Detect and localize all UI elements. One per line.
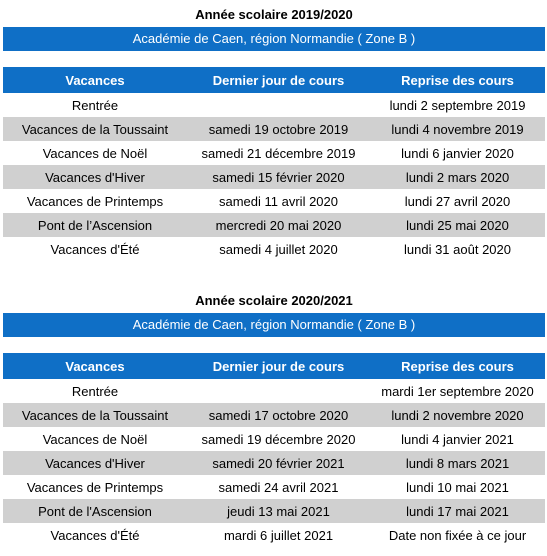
last-school-day: samedi 21 décembre 2019 [201, 145, 356, 161]
table-row [3, 475, 545, 499]
holiday-name: Vacances d'Hiver [3, 165, 187, 189]
table-header-row [3, 67, 545, 93]
school-year-section-1 [3, 3, 545, 261]
table-row [3, 499, 545, 523]
table-row [3, 141, 545, 165]
holiday-name: Vacances d'Été [50, 527, 140, 543]
last-school-day: samedi 19 décembre 2020 [201, 431, 356, 447]
return-date: lundi 2 mars 2020 [370, 165, 545, 189]
holiday-name: Vacances de Noël [42, 145, 148, 161]
return-date: Date non fixée à ce jour [388, 527, 527, 543]
return-date: lundi 8 mars 2021 [370, 451, 545, 475]
return-date: lundi 4 janvier 2021 [401, 431, 514, 447]
column-header-reprise: Reprise des cours [370, 353, 545, 379]
table-row [3, 165, 545, 189]
last-school-day: jeudi 13 mai 2021 [187, 499, 370, 523]
last-school-day: mercredi 20 mai 2020 [187, 213, 370, 237]
holiday-name: Vacances de Noël [42, 431, 148, 447]
return-date: lundi 31 août 2020 [404, 241, 511, 257]
return-date: lundi 10 mai 2021 [406, 479, 509, 495]
table-row [3, 117, 545, 141]
holiday-name: Pont de l’Ascension [3, 213, 187, 237]
return-date: lundi 4 novembre 2019 [370, 117, 545, 141]
holiday-name: Pont de l'Ascension [3, 499, 187, 523]
last-school-day: samedi 19 octobre 2019 [187, 117, 370, 141]
table-row [3, 213, 545, 237]
table-header-row [3, 353, 545, 379]
school-year-section-2 [3, 289, 545, 547]
column-header-dernier-jour: Dernier jour de cours [187, 353, 370, 379]
holiday-name: Vacances de la Toussaint [3, 117, 187, 141]
return-date: lundi 17 mai 2021 [370, 499, 545, 523]
return-date: lundi 2 septembre 2019 [389, 97, 526, 113]
table-row [3, 523, 545, 547]
return-date: lundi 2 novembre 2020 [370, 403, 545, 427]
last-school-day: mardi 6 juillet 2021 [223, 527, 334, 543]
last-school-day: samedi 11 avril 2020 [219, 193, 338, 209]
last-school-day [187, 93, 370, 117]
table-row [3, 403, 545, 427]
holiday-name: Vacances d'Hiver [3, 451, 187, 475]
column-header-vacances: Vacances [3, 67, 187, 93]
column-header-reprise: Reprise des cours [370, 67, 545, 93]
table-row [3, 237, 545, 261]
holiday-table [3, 67, 545, 261]
last-school-day: samedi 24 avril 2021 [218, 479, 339, 495]
column-header-dernier-jour: Dernier jour de cours [187, 67, 370, 93]
return-date: lundi 6 janvier 2020 [401, 145, 514, 161]
table-row [3, 93, 545, 117]
last-school-day: samedi 15 février 2020 [187, 165, 370, 189]
table-row [3, 451, 545, 475]
last-school-day: samedi 4 juillet 2020 [219, 241, 338, 257]
return-date: mardi 1er septembre 2020 [381, 383, 534, 399]
holiday-name: Vacances d'Été [50, 241, 140, 257]
table-row [3, 189, 545, 213]
last-school-day: samedi 17 octobre 2020 [187, 403, 370, 427]
holiday-table [3, 353, 545, 547]
table-row [3, 379, 545, 403]
return-date: lundi 27 avril 2020 [404, 193, 511, 209]
academy-banner: Académie de Caen, région Normandie ( Zone B ) [3, 313, 545, 337]
table-row [3, 427, 545, 451]
last-school-day: samedi 20 février 2021 [187, 451, 370, 475]
academy-banner: Académie de Caen, région Normandie ( Zone B ) [3, 27, 545, 51]
column-header-vacances: Vacances [3, 353, 187, 379]
holiday-name: Vacances de Printemps [26, 193, 164, 209]
return-date: lundi 25 mai 2020 [370, 213, 545, 237]
holiday-name: Vacances de Printemps [26, 479, 164, 495]
year-title: Année scolaire 2020/2021 [195, 293, 353, 308]
year-title: Année scolaire 2019/2020 [195, 7, 353, 22]
holiday-name: Vacances de la Toussaint [3, 403, 187, 427]
holiday-name: Rentrée [71, 383, 119, 399]
last-school-day [187, 379, 370, 403]
holiday-name: Rentrée [71, 97, 119, 113]
